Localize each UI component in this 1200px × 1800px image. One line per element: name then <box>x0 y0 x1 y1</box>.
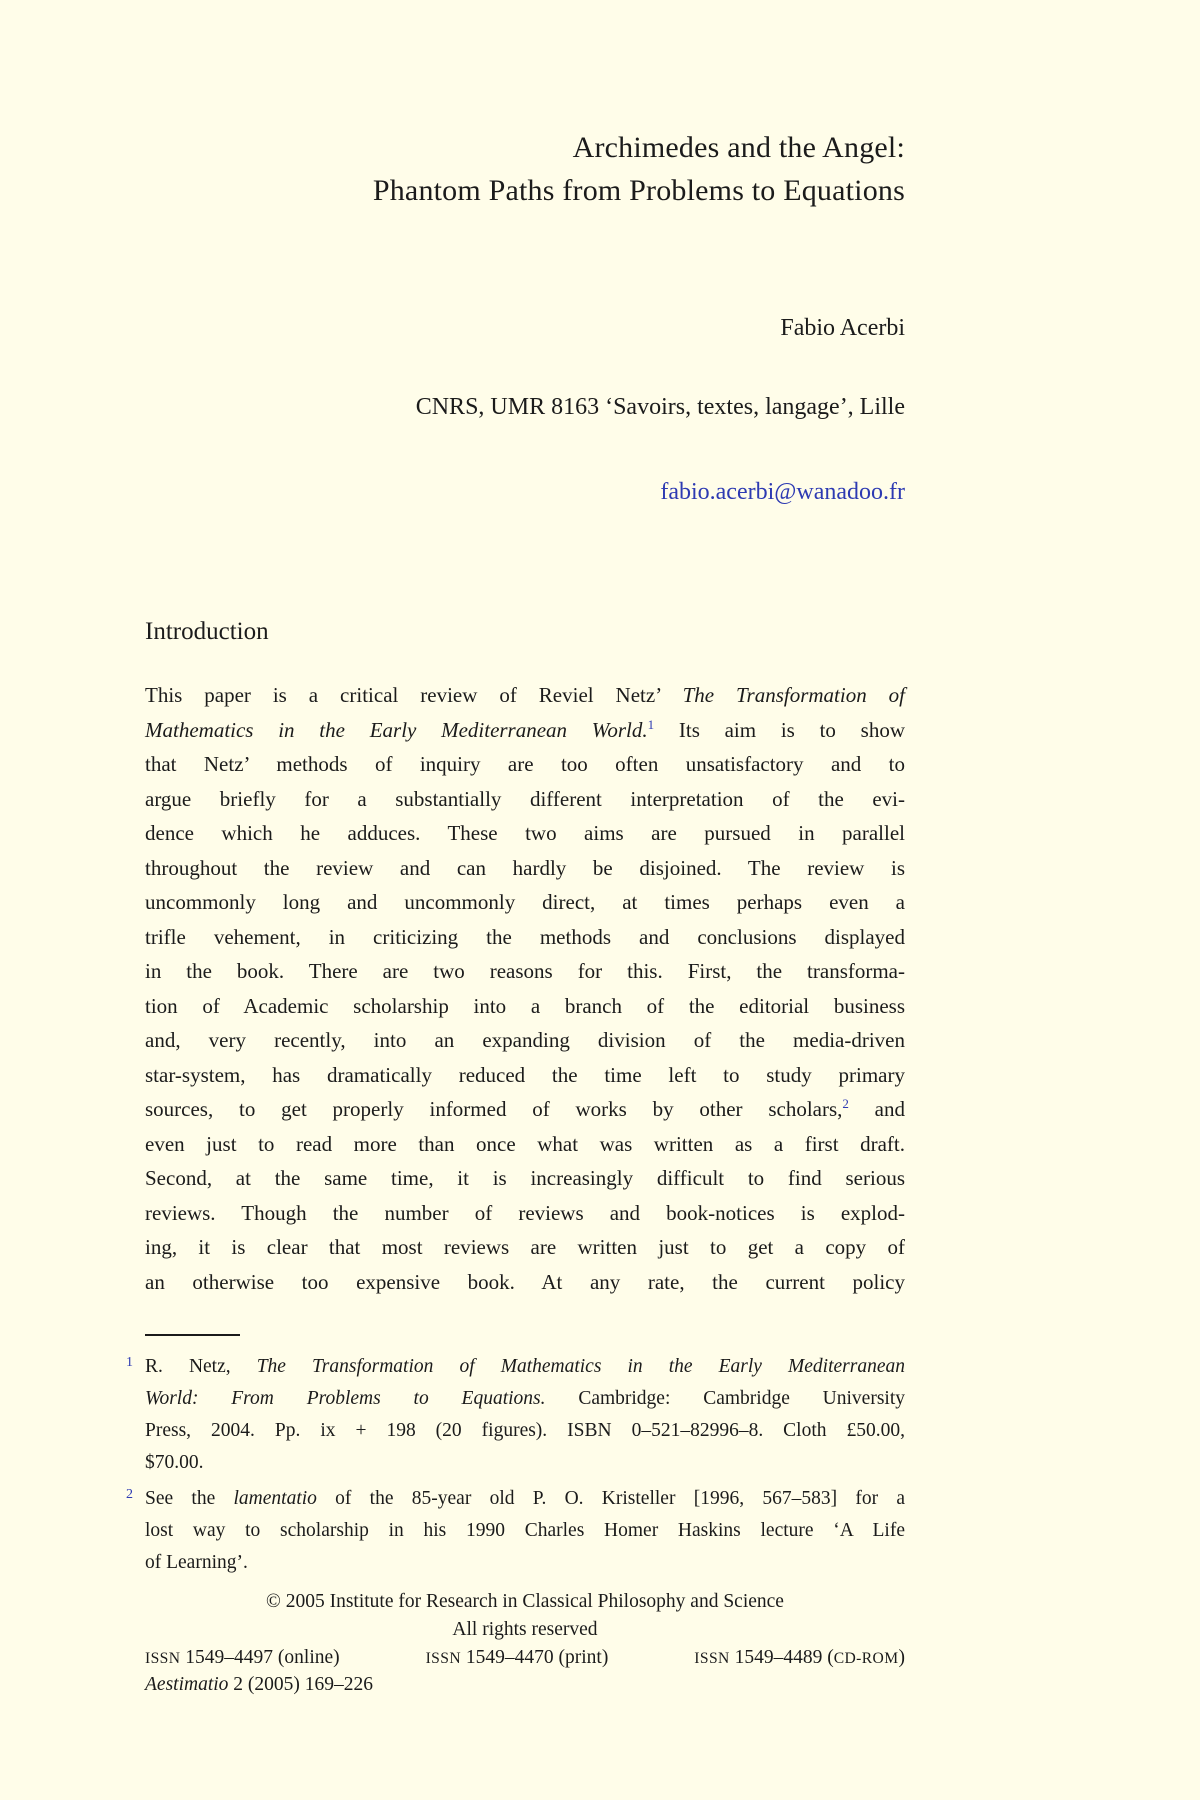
text-segment: sources, to get properly informed of works by other scholars, <box>145 1097 843 1121</box>
text-segment: This paper is a critical review of Reviel Netz’ <box>145 683 683 707</box>
text-segment: trifle vehement, in criticizing the methods and conclusions displayed <box>145 924 905 949</box>
footnote-line <box>145 1415 905 1447</box>
text-segment: Second, at the same time, it is increasingly difficult to find serious <box>145 1166 905 1190</box>
body-line <box>145 747 905 782</box>
text-segment: of Learning’. <box>145 1552 248 1573</box>
body-line <box>145 1023 905 1058</box>
footnote-line <box>145 1483 905 1515</box>
text-segment: tion of Academic scholarship into a branch of the editorial business <box>145 993 905 1018</box>
text-segment: CD-ROM <box>833 1650 899 1667</box>
imprint-journal-line <box>145 1671 905 1698</box>
paper-title-line2: Phantom Paths from Problems to Equations <box>372 174 905 207</box>
issn-entry <box>145 1644 340 1672</box>
text-segment: See the <box>145 1488 234 1509</box>
body-line <box>145 713 905 748</box>
footnote-1 <box>126 1351 905 1479</box>
body-line <box>145 1265 905 1300</box>
paper-title <box>145 126 905 212</box>
issn-entry <box>426 1644 609 1672</box>
text-segment: argue briefly for a substantially different interpretation of the evi- <box>145 786 905 811</box>
footnote-2-text <box>145 1483 905 1579</box>
body-paragraph <box>145 678 905 1299</box>
imprint-copyright: © 2005 Institute for Research in Classical Philosophy and Science <box>266 1591 784 1612</box>
footnote-line <box>145 1515 905 1547</box>
text-segment: 1549–4497 (online) <box>180 1647 340 1668</box>
paper-title-line1: Archimedes and the Angel: <box>572 131 905 164</box>
text-segment: an otherwise too expensive book. At any rate, the current policy <box>145 1269 905 1294</box>
text-segment: and, very recently, into an expanding division of the media-driven <box>145 1028 905 1052</box>
text-segment: that Netz’ methods of inquiry are too often unsatisfactory and to <box>145 752 905 776</box>
imprint-issn-row <box>145 1644 905 1672</box>
text-segment: ing, it is clear that most reviews are written just to get a copy of <box>145 1235 905 1259</box>
text-segment: $70.00. <box>145 1452 204 1473</box>
body-line <box>145 1058 905 1093</box>
text-segment: ISSN <box>694 1650 730 1667</box>
text-segment: ) <box>898 1647 905 1668</box>
italic-text: The Transformation of <box>682 683 905 707</box>
body-line <box>145 1127 905 1162</box>
footnote-marker[interactable]: 1 <box>126 1355 133 1370</box>
author-email-line <box>145 477 905 507</box>
body-line <box>145 678 905 713</box>
body-line <box>145 1196 905 1231</box>
italic-text: The Transformation of Mathematics in the Early Mediterranean <box>256 1356 905 1377</box>
italic-text: World: From Problems to Equations. <box>145 1388 546 1409</box>
footnote-line <box>145 1447 905 1479</box>
text-segment: 2 (2005) 169–226 <box>228 1674 374 1695</box>
author-email-link[interactable]: fabio.acerbi@wanadoo.fr <box>660 479 905 505</box>
text-segment: 1549–4489 ( <box>729 1647 834 1668</box>
text-segment: of the 85-year old P. O. Kristeller [1996, 567–583] for a <box>316 1488 905 1509</box>
text-segment: even just to read more than once what was written as a first draft. <box>145 1131 905 1156</box>
footnote-2 <box>126 1483 905 1579</box>
body-line <box>145 954 905 989</box>
footnote-marker[interactable]: 2 <box>126 1487 133 1502</box>
author-affiliation: CNRS, UMR 8163 ‘Savoirs, textes, langage’, Lille <box>415 394 905 420</box>
footnote-line <box>145 1383 905 1415</box>
text-segment: throughout the review and can hardly be disjoined. The review is <box>145 855 905 880</box>
text-segment: Press, 2004. Pp. ix + 198 (20 figures). ISBN 0–521–82996–8. Cloth £50.00, <box>145 1420 905 1441</box>
footnote-1-text <box>145 1351 905 1479</box>
italic-text: lamentatio <box>233 1488 317 1509</box>
section-heading-introduction: Introduction <box>145 618 269 645</box>
body-line <box>145 816 905 851</box>
imprint-rights: All rights reserved <box>452 1619 598 1640</box>
body-line <box>145 782 905 817</box>
text-segment: reviews. Though the number of reviews and book-notices is explod- <box>145 1200 905 1225</box>
italic-text: Mathematics in the Early Mediterranean World. <box>145 717 648 742</box>
author-name: Fabio Acerbi <box>780 315 905 341</box>
text-segment: ISSN <box>145 1650 181 1667</box>
text-segment: in the book. There are two reasons for this. First, the transforma- <box>145 959 905 983</box>
footnote-ref[interactable]: 2 <box>842 1096 849 1111</box>
body-line <box>145 885 905 920</box>
text-segment: Cambridge: Cambridge University <box>545 1388 905 1409</box>
text-segment: dence which he adduces. These two aims are pursued in parallel <box>145 821 905 845</box>
footnote-line <box>145 1547 905 1579</box>
text-segment: R. Netz, <box>145 1356 257 1377</box>
body-line <box>145 920 905 955</box>
text-segment: and <box>848 1097 905 1121</box>
body-line <box>145 1230 905 1265</box>
italic-text: Aestimatio <box>145 1674 229 1695</box>
text-segment: uncommonly long and uncommonly direct, at times perhaps even a <box>145 890 905 914</box>
issn-entry <box>694 1644 905 1672</box>
text-segment: lost way to scholarship in his 1990 Charles Homer Haskins lecture ‘A Life <box>145 1520 905 1541</box>
text-segment: ISSN <box>425 1650 461 1667</box>
text-segment: star-system, has dramatically reduced the time left to study primary <box>145 1062 905 1087</box>
body-line <box>145 1092 905 1127</box>
body-line <box>145 851 905 886</box>
text-segment: 1549–4470 (print) <box>461 1647 609 1668</box>
text-segment: Its aim is to show <box>654 717 905 742</box>
body-line <box>145 1161 905 1196</box>
footnote-ref[interactable]: 1 <box>647 716 655 732</box>
footnote-line <box>145 1351 905 1383</box>
body-line <box>145 989 905 1024</box>
footnote-rule <box>145 1334 240 1336</box>
